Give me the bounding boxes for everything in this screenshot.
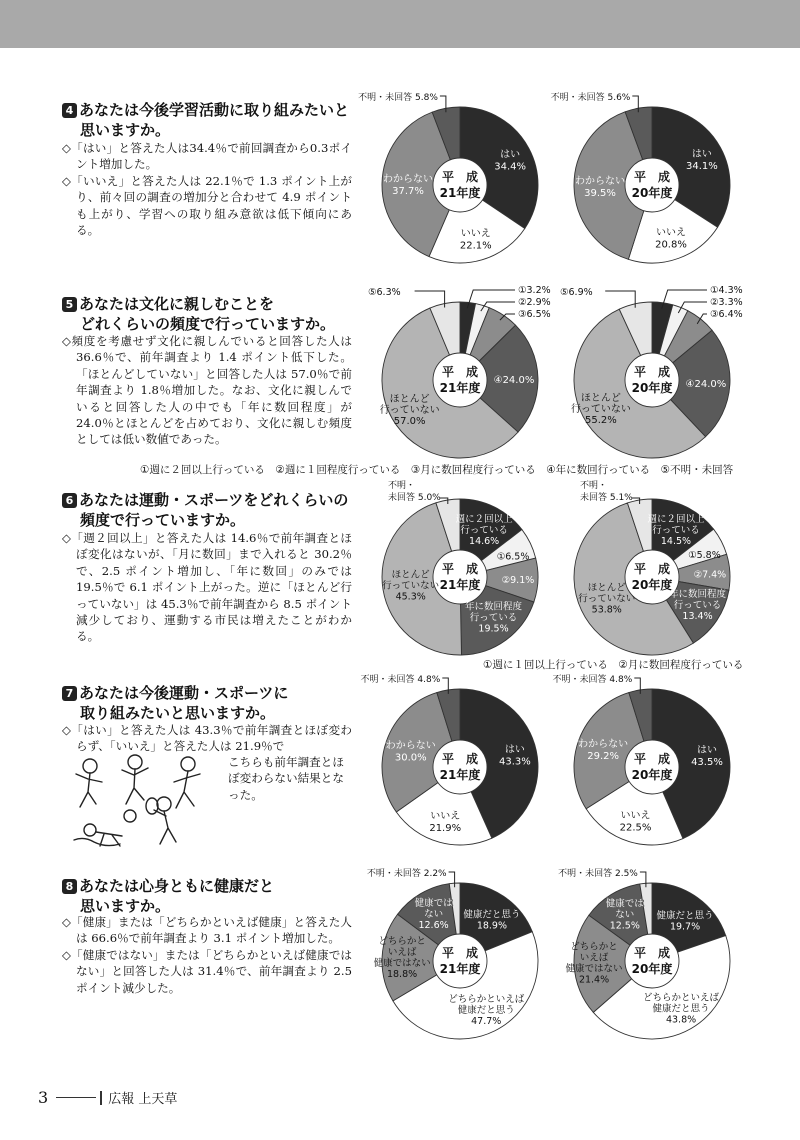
- slice-value-fairly-unhealthy: 21.4%: [578, 974, 610, 986]
- body-paragraph: ◇「健康」または「どちらかといえば健康」と答えた人は 66.6％で前年調査より 3.1 ポイント増加した。: [62, 915, 352, 946]
- pie-center: [433, 353, 487, 407]
- pie-center: [625, 934, 679, 988]
- pie-center: [625, 740, 679, 794]
- slice-value-unknown: 39.5%: [584, 188, 616, 200]
- chart-legend: ①週に２回以上行っている ②週に１回程度行っている ③月に数回程度行っている ④年に数回行っている ⑤不明・未回答: [140, 464, 734, 476]
- footer-rule: [56, 1097, 96, 1098]
- question-title: [62, 876, 362, 916]
- slice-value-yearly: 19.5%: [478, 623, 509, 635]
- pie-chart-q7-h21: [360, 672, 560, 847]
- slice-label-fairly-healthy: どちらかといえば: [643, 992, 720, 1004]
- slice-value-twice-weekly: 14.5%: [660, 536, 692, 548]
- slice-label-2: ②3.3%: [710, 297, 743, 308]
- slice-label-fairly-healthy-2: 健康だと思う: [457, 1004, 515, 1016]
- slice-label-fairly-unhealthy-2: いえば: [387, 947, 417, 959]
- slice-label-mostly-2: 行っていない: [379, 405, 440, 417]
- publication-name: 広報 上天草: [108, 1092, 178, 1107]
- pie-chart-q8-h21: [360, 866, 560, 1041]
- slice-label-fairly-unhealthy-3: 健康ではない: [373, 958, 431, 970]
- slice-label-no-answer: 不明・未回答 2.2%: [366, 869, 447, 879]
- slice-label-mostly: ほとんど: [389, 394, 430, 406]
- pie-center: [433, 934, 487, 988]
- slice-label-5: ⑤6.9%: [560, 287, 593, 298]
- slice-label-4: ④24.0%: [493, 374, 535, 386]
- question-title: [62, 294, 362, 334]
- slice-label-fairly-healthy-2: 健康だと思う: [652, 1003, 710, 1015]
- question-title-line2: どれくらいの頻度で行っていますか。: [80, 315, 336, 333]
- question-number: 4: [62, 103, 77, 118]
- slice-label-yearly-2: 行っている: [469, 612, 518, 624]
- pie-chart-q8-h20: [552, 866, 752, 1041]
- pie-chart-q4-h20: [552, 90, 752, 260]
- slice-value-yes: 34.4%: [494, 161, 527, 173]
- question-title-line1: あなたは心身ともに健康だと: [79, 877, 275, 895]
- slice-value-fairly-unhealthy: 18.8%: [386, 969, 418, 981]
- slice-value-no: 21.9%: [429, 823, 462, 835]
- center-label-bottom: 20年度: [631, 186, 673, 200]
- center-label-bottom: 20年度: [631, 381, 673, 395]
- question-title-line1: あなたは運動・スポーツをどれくらいの: [79, 491, 349, 509]
- slice-label-mostly: ほとんど: [580, 393, 621, 405]
- slice-label-twice-weekly: 週に２回以上: [647, 514, 705, 526]
- body-paragraph: ◇頻度を考慮せず文化に親しんでいると回答した人は 36.6％で、前年調査より 1.4 ポイント低下した。「ほとんどしていない」と回答した人は 57.0％で前年調査より 1.8％増加した。なお、文化に親しんでいると回答した人の中でも「年に数回程度」が 24.0％とほとんどを占めており、文化に親しむ頻度としては低い数値であった。: [62, 334, 352, 447]
- slice-label-1: ①5.8%: [688, 550, 721, 562]
- center-label-bottom: 21年度: [439, 186, 481, 200]
- slice-value-no: 20.8%: [655, 239, 687, 251]
- question-title: [62, 683, 362, 723]
- slice-label-1: ①6.5%: [496, 551, 530, 563]
- question-body: [62, 333, 352, 448]
- slice-label-1: ①4.3%: [710, 285, 743, 296]
- slice-value-unhealthy: 12.5%: [609, 920, 640, 932]
- slice-label-fairly-healthy: どちらかといえば: [448, 993, 525, 1005]
- slice-label-fairly-unhealthy: どちらかと: [378, 936, 426, 948]
- slice-label-no: いいえ: [620, 810, 651, 822]
- pie-center: [433, 158, 487, 212]
- slice-value-no: 22.5%: [619, 822, 652, 834]
- slice-label-no-answer: 不明・未回答 4.8%: [360, 675, 441, 685]
- pie-chart-q4-h21: [360, 90, 560, 260]
- slice-value-mostly: 57.0%: [393, 416, 426, 428]
- slice-label-yearly: 年に数回程度: [465, 601, 523, 613]
- page-number: 3: [38, 1088, 49, 1107]
- slice-value-fairly-healthy: 43.8%: [665, 1014, 697, 1026]
- sports-illustration: [60, 752, 225, 852]
- question-number: 6: [62, 493, 77, 508]
- slice-label-mostly-2: 行っていない: [570, 404, 631, 416]
- slice-label-3: ③6.5%: [518, 309, 551, 320]
- question-title-line2: 取り組みたいと思いますか。: [80, 704, 276, 722]
- question-title: [62, 100, 362, 140]
- slice-value-healthy: 18.9%: [476, 920, 508, 932]
- question-body-tail: [228, 754, 352, 803]
- slice-label-2: ②2.9%: [518, 297, 551, 308]
- slice-label-no-answer: 不明・未回答 5.6%: [550, 93, 631, 103]
- slice-label-3: ③6.4%: [710, 309, 743, 320]
- center-label-bottom: 20年度: [631, 962, 673, 976]
- slice-value-fairly-healthy: 47.7%: [471, 1015, 502, 1027]
- center-label-top: 平 成: [633, 562, 671, 576]
- pie-chart-q6-h21: [360, 482, 560, 657]
- slice-label-no-answer: 不明・未回答 4.8%: [552, 675, 633, 685]
- slice-label-no-answer-2: 未回答 5.1%: [580, 493, 633, 503]
- slice-label-1: ①3.2%: [518, 285, 551, 296]
- center-label-bottom: 21年度: [439, 578, 481, 592]
- slice-value-mostly: 53.8%: [591, 604, 622, 616]
- slice-label-fairly-unhealthy: どちらかと: [570, 941, 618, 953]
- center-label-top: 平 成: [633, 946, 671, 960]
- pie-center: [625, 158, 679, 212]
- slice-label-no: いいえ: [655, 227, 686, 239]
- slice-label-no-answer: 不明・: [388, 481, 416, 491]
- question-number: 8: [62, 879, 77, 894]
- center-label-top: 平 成: [441, 365, 479, 379]
- slice-label-twice-weekly-2: 行っている: [652, 525, 700, 537]
- body-paragraph: ◇「健康ではない」または「どちらかといえば健康ではない」と回答した人は 31.4％で、前年調査より 2.5 ポイント減少した。: [62, 947, 352, 995]
- question-number: 7: [62, 686, 77, 701]
- pie-chart-q5-h20: [552, 285, 752, 460]
- slice-label-unhealthy: 健康では: [605, 898, 644, 910]
- slice-label-no-answer: 不明・未回答 2.5%: [558, 869, 638, 879]
- center-label-top: 平 成: [633, 170, 671, 184]
- slice-value-yes: 43.5%: [691, 756, 723, 768]
- slice-label-unhealthy: 健康では: [414, 898, 453, 910]
- slice-label-2: ②7.4%: [693, 569, 727, 581]
- question-body: [62, 530, 352, 645]
- slice-label-fairly-unhealthy-3: 健康ではない: [565, 963, 623, 975]
- slice-label-2: ②9.1%: [501, 575, 535, 587]
- question-title-line2: 思いますか。: [80, 897, 171, 915]
- center-label-bottom: 21年度: [439, 962, 481, 976]
- slice-value-unknown: 30.0%: [394, 752, 427, 764]
- slice-value-yes: 34.1%: [686, 161, 718, 173]
- slice-label-yes: はい: [691, 149, 712, 161]
- slice-value-twice-weekly: 14.6%: [469, 536, 500, 548]
- slice-label-no-answer: 不明・: [580, 481, 608, 491]
- slice-label-yearly-2: 行っている: [673, 599, 722, 611]
- body-paragraph: ◇「週２回以上」と答えた人は 14.6％で前年調査とほぼ変化はないが、「月に数回」まで入れると 30.2％で、2.5 ポイント増加し、「年に数回」のみでは 19.5％で 6.1 ポイント上がった。逆に「ほとんど行っていない」は 45.3％で前年調査から 8.5 ポイント減少しており、運動する市民は増えたことがわかる。: [62, 531, 352, 644]
- slice-label-unhealthy-2: ない: [615, 909, 635, 921]
- slice-label-unknown: わからない: [383, 173, 434, 185]
- slice-label-yes: はい: [696, 744, 717, 756]
- slice-label-no-answer-2: 未回答 5.0%: [388, 493, 441, 503]
- slice-label-mostly: ほとんど: [587, 582, 626, 594]
- question-title: [62, 490, 362, 530]
- slice-value-mostly: 55.2%: [585, 415, 617, 427]
- slice-label-twice-weekly-2: 行っている: [460, 525, 508, 537]
- center-label-bottom: 21年度: [439, 768, 481, 782]
- slice-label-no: いいえ: [460, 228, 491, 240]
- body-paragraph: ◇「いいえ」と答えた人は 22.1％で 1.3 ポイント上がり、前々回の調査の増加分と合わせて 4.9 ポイントも上がり、学習への取り組み意欲は低下傾向にある。: [62, 173, 352, 238]
- center-label-top: 平 成: [441, 170, 479, 184]
- pie-chart-q5-h21: [360, 285, 560, 460]
- slice-label-yearly: 年に数回程度: [669, 588, 727, 600]
- slice-value-yearly: 13.4%: [682, 610, 713, 622]
- slice-value-unknown: 29.2%: [587, 751, 620, 763]
- slice-value-mostly: 45.3%: [395, 591, 426, 603]
- center-label-bottom: 21年度: [439, 381, 481, 395]
- slice-label-mostly: ほとんど: [391, 569, 430, 581]
- center-label-top: 平 成: [441, 562, 479, 576]
- question-body: [62, 140, 352, 238]
- center-label-top: 平 成: [633, 365, 671, 379]
- slice-label-5: ⑤6.3%: [368, 287, 401, 298]
- page-footer: [38, 1088, 177, 1107]
- slice-label-yes: はい: [500, 149, 521, 161]
- body-paragraph-tail: こちらも前年調査とほぼ変わらない結果となった。: [228, 755, 344, 802]
- slice-label-no: いいえ: [430, 811, 461, 823]
- question-title-line2: 思いますか。: [80, 121, 171, 139]
- pie-chart-q7-h20: [552, 672, 752, 847]
- slice-label-4: ④24.0%: [685, 379, 727, 391]
- slice-label-unhealthy-2: ない: [424, 909, 444, 921]
- slice-label-unknown: わからない: [575, 176, 626, 188]
- center-label-bottom: 20年度: [631, 768, 673, 782]
- body-paragraph: ◇「はい」と答えた人は 43.3％で前年調査とほぼ変わらず、「いいえ」と答えた人は 21.9％で: [62, 723, 352, 754]
- center-label-top: 平 成: [441, 752, 479, 766]
- question-title-line1: あなたは今後運動・スポーツに: [79, 684, 289, 702]
- question-title-line1: あなたは今後学習活動に取り組みたいと: [79, 101, 350, 119]
- footer-bar: [100, 1091, 102, 1105]
- slice-value-no: 22.1%: [459, 240, 492, 252]
- slice-label-fairly-unhealthy-2: いえば: [579, 952, 609, 964]
- slice-label-yes: はい: [504, 744, 525, 756]
- slice-value-yes: 43.3%: [499, 756, 531, 768]
- slice-label-healthy: 健康だと思う: [463, 909, 521, 921]
- slice-label-unknown: わからない: [578, 739, 629, 751]
- pie-center: [433, 740, 487, 794]
- pie-center: [625, 353, 679, 407]
- question-title-line2: 頻度で行っていますか。: [80, 511, 246, 529]
- body-paragraph: ◇「はい」と答えた人は34.4％で前回調査から0.3ポイント増加した。: [62, 141, 352, 172]
- slice-label-mostly-2: 行っていない: [578, 593, 636, 605]
- question-body: [62, 722, 352, 755]
- question-body: [62, 914, 352, 996]
- slice-label-healthy: 健康だと思う: [656, 910, 714, 922]
- slice-label-twice-weekly: 週に２回以上: [455, 514, 513, 526]
- center-label-top: 平 成: [441, 946, 479, 960]
- pie-center: [433, 550, 487, 604]
- pie-chart-q6-h20: [552, 482, 752, 657]
- slice-label-mostly-2: 行っていない: [382, 580, 440, 592]
- chart-legend: ①週に１回以上行っている ②月に数回程度行っている: [483, 659, 744, 671]
- center-label-top: 平 成: [633, 752, 671, 766]
- slice-value-unhealthy: 12.6%: [418, 920, 449, 932]
- slice-label-unknown: わからない: [385, 740, 436, 752]
- question-title-line1: あなたは文化に親しむことを: [79, 295, 275, 313]
- center-label-bottom: 20年度: [631, 578, 673, 592]
- slice-value-unknown: 37.7%: [392, 185, 424, 197]
- header-band: [0, 0, 800, 48]
- slice-value-healthy: 19.7%: [669, 921, 701, 933]
- slice-label-no-answer: 不明・未回答 5.8%: [358, 93, 438, 103]
- question-number: 5: [62, 297, 77, 312]
